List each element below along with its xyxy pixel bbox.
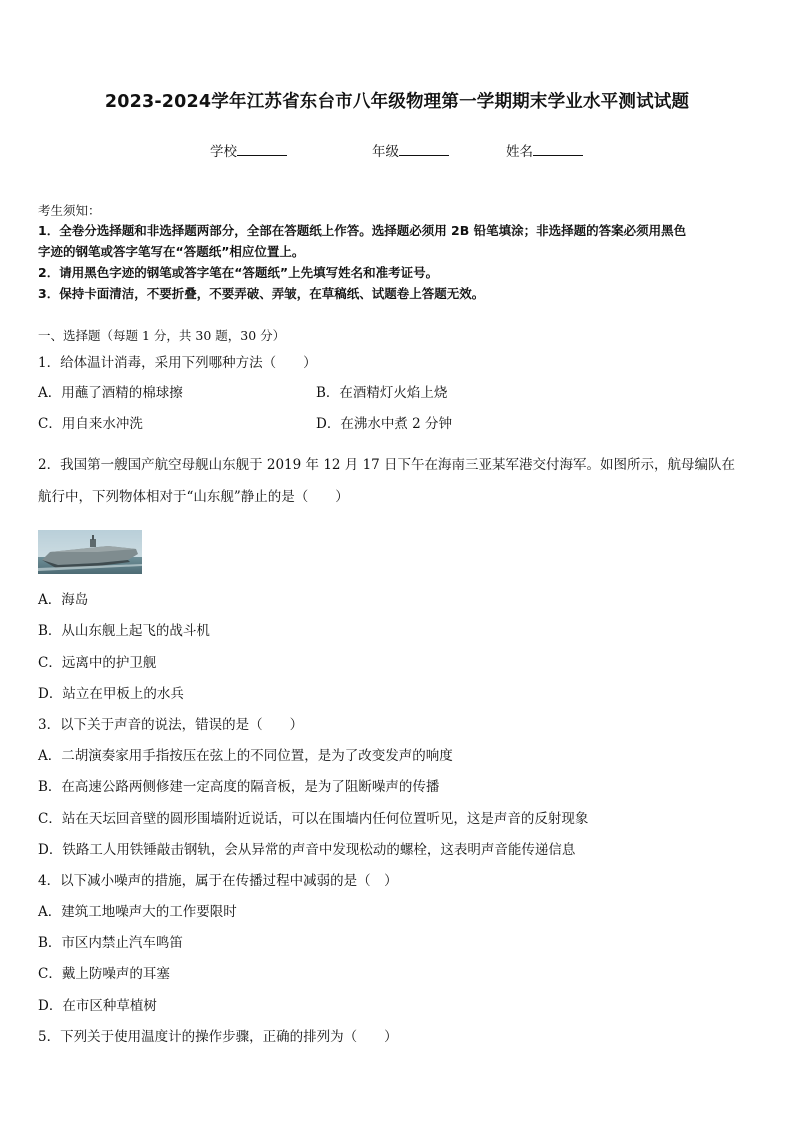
aircraft-carrier-image xyxy=(38,530,142,574)
grade-blank xyxy=(399,142,449,156)
q3-stem: 3．以下关于声音的说法，错误的是（ ） xyxy=(38,717,304,733)
q4-option-c: C．戴上防噪声的耳塞 xyxy=(38,966,170,982)
q4-option-b: B．市区内禁止汽车鸣笛 xyxy=(38,935,183,951)
q4-option-d: D．在市区种草植树 xyxy=(38,998,157,1014)
q1-option-b: B．在酒精灯火焰上烧 xyxy=(316,385,448,401)
name-field xyxy=(506,140,583,160)
section-heading: 一、选择题（每题 1 分，共 30 题，30 分） xyxy=(38,328,286,343)
q2-option-d: D．站立在甲板上的水兵 xyxy=(38,686,184,702)
q4-stem: 4．以下减小噪声的措施，属于在传播过程中减弱的是（ ） xyxy=(38,873,398,889)
q2-stem-line-1: 2．我国第一艘国产航空母舰山东舰于 2019 年 12 月 17 日下午在海南三亚某军港交付海军。如图所示，航母编队在 xyxy=(38,457,736,473)
q2-option-c: C．远离中的护卫舰 xyxy=(38,655,157,671)
q1-stem: 1．给体温计消毒，采用下列哪种方法（ ） xyxy=(38,355,317,371)
notice-heading: 考生须知： xyxy=(38,203,101,218)
school-field xyxy=(210,140,287,160)
grade-label: 年级 xyxy=(372,144,399,160)
q1-option-d: D．在沸水中煮 2 分钟 xyxy=(316,416,452,432)
q3-option-a: A．二胡演奏家用手指按压在弦上的不同位置，是为了改变发声的响度 xyxy=(38,748,453,764)
q2-stem-line-2: 航行中，下列物体相对于“山东舰”静止的是（ ） xyxy=(38,489,349,505)
q2-option-b: B．从山东舰上起飞的战斗机 xyxy=(38,623,210,639)
q2-option-a: A．海岛 xyxy=(38,592,89,608)
school-label: 学校 xyxy=(210,144,237,160)
notice-item-1-line-2: 字迹的钢笔或答字笔写在“答题纸”相应位置上。 xyxy=(38,244,305,259)
name-blank xyxy=(533,142,583,156)
q3-option-d: D．铁路工人用铁锤敲击钢轨，会从异常的声音中发现松动的螺栓，这表明声音能传递信息 xyxy=(38,842,576,858)
q3-option-c: C．站在天坛回音壁的圆形围墙附近说话，可以在围墙内任何位置听见，这是声音的反射现象 xyxy=(38,811,589,827)
q3-option-b: B．在高速公路两侧修建一定高度的隔音板，是为了阻断噪声的传播 xyxy=(38,779,440,795)
q5-stem: 5．下列关于使用温度计的操作步骤，正确的排列为（ ） xyxy=(38,1029,398,1045)
q1-option-a: A．用蘸了酒精的棉球擦 xyxy=(38,385,183,401)
q4-option-a: A．建筑工地噪声大的工作要限时 xyxy=(38,904,237,920)
school-blank xyxy=(237,142,287,156)
notice-item-1-line-1: 1．全卷分选择题和非选择题两部分，全部在答题纸上作答。选择题必须用 2B 铅笔填涂；非选择题的答案必须用黑色 xyxy=(38,223,687,238)
name-label: 姓名 xyxy=(506,144,533,160)
notice-item-3: 3．保持卡面清洁，不要折叠，不要弄破、弄皱，在草稿纸、试题卷上答题无效。 xyxy=(38,286,485,301)
q1-option-c: C．用自来水冲洗 xyxy=(38,416,143,432)
grade-field xyxy=(372,140,449,160)
page-title: 2023-2024学年江苏省东台市八年级物理第一学期期末学业水平测试试题 xyxy=(104,92,690,112)
notice-item-2: 2．请用黑色字迹的钢笔或答字笔在“答题纸”上先填写姓名和准考证号。 xyxy=(38,265,439,280)
